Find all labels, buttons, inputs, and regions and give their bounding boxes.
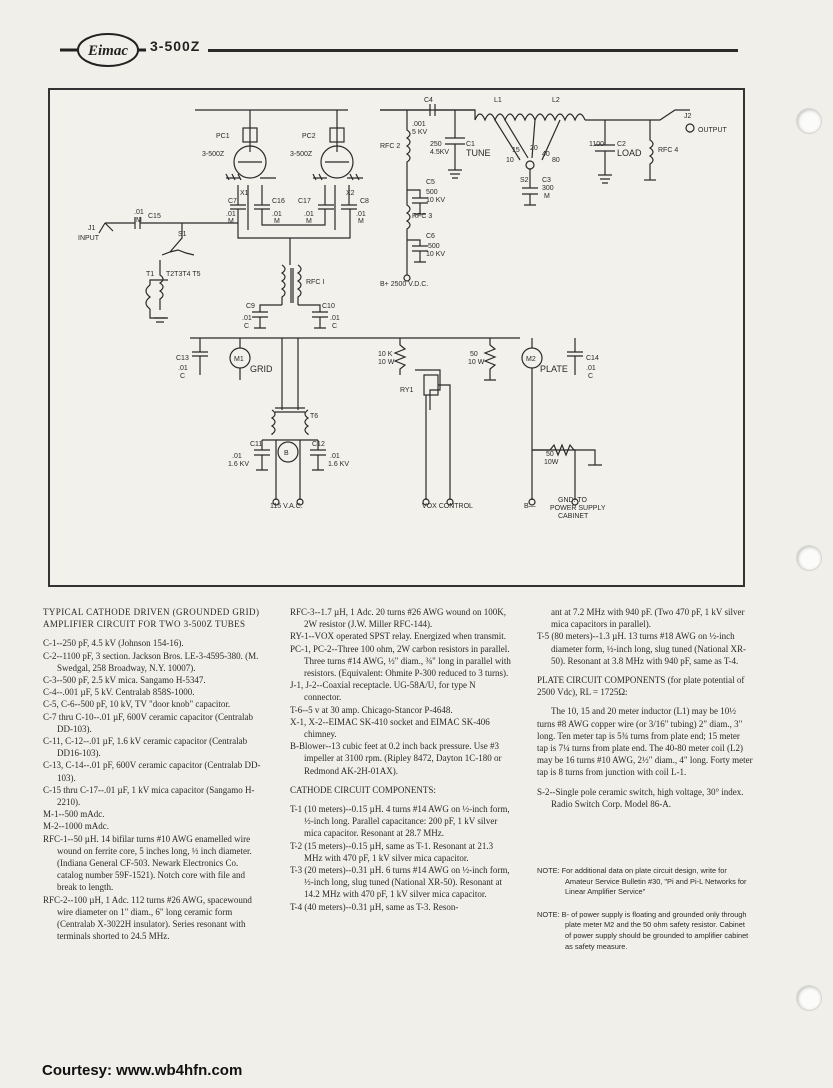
svg-text:C10: C10	[322, 303, 335, 310]
svg-text:Eimac: Eimac	[88, 43, 128, 59]
svg-text:C: C	[180, 373, 186, 380]
parts-list-column-3	[537, 606, 753, 952]
svg-text:X2: X2	[346, 190, 355, 197]
svg-text:1100: 1100	[589, 141, 605, 148]
cathode-components-heading: CATHODE CIRCUIT COMPONENTS:	[290, 784, 436, 795]
svg-text:115 V.A.C.: 115 V.A.C.	[270, 503, 303, 510]
schematic-diagram	[48, 88, 745, 587]
svg-text:B: B	[284, 450, 289, 457]
part-item: C-3--500 pF, 2.5 kV mica. Sangamo H-5347.	[43, 675, 206, 686]
svg-text:C15: C15	[148, 213, 161, 220]
part-item: C-15 thru C-17--.01 µF, 1 kV mica capacitor (Sangamo H-2210).	[43, 784, 255, 808]
svg-text:X1: X1	[240, 190, 249, 197]
svg-text:10 KV: 10 KV	[426, 197, 446, 204]
svg-text:.01: .01	[226, 211, 236, 218]
svg-text:M: M	[228, 218, 234, 225]
part-item: B-Blower--13 cubic feet at 0.2 inch back pressure. Use #3 impeller at 3100 rpm. (Ripley 8472, Dayton 1C-180 or Redmond AK-2H-01AX).	[290, 741, 502, 776]
parts-list-column-2	[290, 606, 512, 913]
svg-text:T6: T6	[310, 413, 319, 420]
svg-text:C5: C5	[426, 179, 435, 186]
svg-text:3-500Z: 3-500Z	[202, 151, 225, 158]
part-item: RFC-3--1.7 µH, 1 Adc. 20 turns #26 AWG wound on 100K, 2W resistor (J.W. Miller RFC-144).	[290, 607, 506, 630]
part-item: T-1 (10 meters)--0.15 µH. 4 turns #14 AWG on ½-inch form, ½-inch long. Parallel capacitance: 200 pF, 1 kV silver mica capacitor. Resonant at 28.7 MHz.	[290, 804, 510, 839]
plate-components-heading: PLATE CIRCUIT COMPONENTS (for plate potential of 2500 Vdc), RL = 1725Ω:	[537, 675, 745, 698]
svg-text:POWER SUPPLY: POWER SUPPLY	[550, 505, 606, 512]
svg-text:.01: .01	[242, 315, 252, 322]
svg-text:.01: .01	[134, 209, 144, 216]
svg-text:500: 500	[426, 189, 438, 196]
courtesy-footer: Courtesy: www.wb4hfn.com	[42, 1062, 243, 1079]
svg-text:C17: C17	[298, 198, 311, 205]
svg-text:15: 15	[512, 147, 520, 154]
svg-text:.01: .01	[330, 453, 340, 460]
svg-text:T2T3T4 T5: T2T3T4 T5	[166, 271, 201, 278]
part-item: PC-1, PC-2--Three 100 ohm, 2W carbon resistors in parallel. Three turns #14 AWG, ½" diam., ⅜" long in parallel with resistors. (Equivalent: Ohmite P-300 reduced to 3 turns).	[290, 643, 511, 679]
svg-text:C16: C16	[272, 198, 285, 205]
part-item: RY-1--VOX operated SPST relay. Energized when transmit.	[290, 631, 507, 642]
svg-text:C11: C11	[250, 441, 263, 448]
svg-text:10 W: 10 W	[378, 359, 395, 366]
note-power-supply: NOTE: B- of power supply is floating and grounded only through plate meter M2 and the 50 ohm safety resistor. Cabinet of power supply should be grounded to amplifier cabinet as safety measure.	[537, 909, 749, 951]
svg-text:PLATE: PLATE	[540, 364, 568, 374]
svg-text:10 K: 10 K	[378, 351, 393, 358]
part-item: RFC-2--100 µH, 1 Adc. 112 turns #26 AWG, spacewound wire diameter on 1" diam., 6" long ceramic form (Centralab X-3022H insulator). Series resonant with terminals shorted to 24.5 MHz.	[43, 894, 252, 942]
binder-hole-middle	[796, 545, 822, 571]
svg-text:RFC 2: RFC 2	[380, 143, 401, 150]
part-item: C-5, C-6--500 pF, 10 kV, TV "door knob" capacitor.	[43, 699, 231, 710]
svg-text:250: 250	[430, 141, 442, 148]
svg-text:J1: J1	[88, 225, 96, 232]
svg-text:.01: .01	[356, 211, 366, 218]
part-item: C-1--250 pF, 4.5 kV (Johnson 154-16).	[43, 638, 184, 649]
svg-text:50: 50	[470, 351, 478, 358]
part-item: T-4 (40 meters)--0.31 µH, same as T-3. Reson-	[290, 901, 459, 912]
svg-text:GRID: GRID	[250, 364, 273, 374]
svg-text:C13: C13	[176, 355, 189, 362]
svg-text:CABINET: CABINET	[558, 513, 589, 520]
part-item: T-6--5 v at 30 amp. Chicago-Stancor P-4648.	[290, 704, 453, 715]
svg-text:VOX CONTROL: VOX CONTROL	[422, 503, 473, 510]
svg-text:50: 50	[546, 451, 554, 458]
svg-text:C: C	[332, 323, 338, 330]
svg-text:.01: .01	[586, 365, 596, 372]
circuit-title: TYPICAL CATHODE DRIVEN (GROUNDED GRID) AMPLIFIER CIRCUIT FOR TWO 3-500Z TUBES	[43, 607, 260, 630]
svg-text:L2: L2	[552, 97, 560, 104]
part-item: T-5 (80 meters)--1.3 µH. 13 turns #18 AWG on ½-inch diameter form, ½-inch long, slug tuned (National XR-50). Resonant at 3.8 MHz with 940 pF, same as T-4.	[537, 631, 746, 666]
svg-text:RFC 3: RFC 3	[412, 213, 433, 220]
part-item: T-3 (20 meters)--0.31 µH. 6 turns #14 AWG on ½-inch form, ½-inch long, slug tuned (National XR-50). Resonant at 14.2 MHz with 470 pF, 1 kV silver mica capacitor.	[290, 865, 510, 900]
svg-text:C6: C6	[426, 233, 435, 240]
svg-text:.01: .01	[272, 211, 282, 218]
binder-hole-bottom	[796, 985, 822, 1011]
part-item: J-1, J-2--Coaxial receptacle. UG-58A/U, for type N connector.	[290, 680, 476, 703]
svg-text:S2: S2	[520, 177, 529, 184]
svg-text:80: 80	[552, 157, 560, 164]
svg-text:.01: .01	[178, 365, 188, 372]
svg-text:C: C	[244, 323, 250, 330]
part-item: C-13, C-14--.01 pF, 600V ceramic capacitor (Centralab DD-103).	[43, 760, 261, 783]
svg-text:20: 20	[530, 145, 538, 152]
svg-text:C3: C3	[542, 177, 551, 184]
svg-text:C7: C7	[228, 198, 237, 205]
svg-text:C2: C2	[617, 141, 626, 148]
part-item: C-7 thru C-10--.01 µF, 600V ceramic capacitor (Centralab DD-103).	[43, 711, 253, 734]
svg-text:M2: M2	[526, 356, 536, 363]
svg-text:L1: L1	[494, 97, 502, 104]
svg-text:C14: C14	[586, 355, 599, 362]
part-item: C-11, C-12--.01 µF, 1.6 kV ceramic capacitor (Centralab DD16-103).	[43, 736, 248, 759]
svg-text:10: 10	[506, 157, 514, 164]
svg-text:M: M	[544, 193, 550, 200]
part-item: X-1, X-2--EIMAC SK-410 socket and EIMAC SK-406 chimney.	[290, 716, 490, 740]
part-item: S-2--Single pole ceramic switch, high voltage, 30° index. Radio Switch Corp. Model 86-A.	[537, 786, 744, 809]
svg-text:T1: T1	[146, 271, 155, 278]
svg-text:J2: J2	[684, 113, 692, 120]
svg-text:M: M	[358, 218, 364, 225]
svg-text:M: M	[306, 218, 312, 225]
eimac-logo	[60, 30, 146, 70]
svg-text:C1: C1	[466, 141, 475, 148]
svg-text:3-500Z: 3-500Z	[290, 151, 313, 158]
svg-text:500: 500	[428, 243, 440, 250]
svg-text:C12: C12	[312, 441, 325, 448]
svg-text:5 KV: 5 KV	[412, 129, 428, 136]
part-item: M-2--1000 mAdc.	[43, 821, 109, 832]
svg-text:1.6 KV: 1.6 KV	[328, 461, 350, 468]
svg-text:GND. TO: GND. TO	[558, 497, 587, 504]
part-item: M-1--500 mAdc.	[43, 809, 105, 820]
part-item: RFC-1--50 µH. 14 bifilar turns #10 AWG enamelled wire wound on ferrite core, 5 inches long, ½ inch diameter. (Indiana General CF-503. Newark Electronics Co. catalog number 59F-1521). Notch core with file and break to length.	[43, 833, 252, 893]
part-item: ant at 7.2 MHz with 940 pF. (Two 470 pF, 1 kV silver mica capacitors in parallel).	[551, 607, 745, 630]
parts-list-column-1	[43, 606, 263, 942]
svg-text:.001: .001	[412, 121, 426, 128]
svg-text:40: 40	[542, 151, 550, 158]
note-plate-design: NOTE: For additional data on plate circuit design, write for Amateur Service Bulletin #30, "Pi and Pi-L Networks for Linear Amplifier Service"	[537, 866, 747, 897]
svg-text:LOAD: LOAD	[617, 148, 642, 158]
part-item: C-4--.001 µF, 5 kV. Centralab 858S-1000.	[43, 687, 195, 698]
svg-text:C8: C8	[360, 198, 369, 205]
svg-text:RFC I: RFC I	[306, 279, 325, 286]
plate-inductor-paragraph: The 10, 15 and 20 meter inductor (L1) may be 10½ turns #8 AWG copper wire (or 3/16" tubing) 2" diam., 3" long. Ten meter tap is 5¾ turns from plate end; 15 meter tap is 7¼ turns from plate end. The 40-80 meter coil (L2) may be 16 turns #10 AWG, 2½" diam., 4" long. Forty meter tap is 8 turns from junction with coil L-1.	[537, 706, 753, 778]
svg-text:M: M	[136, 217, 142, 224]
svg-text:C: C	[588, 373, 594, 380]
svg-text:M: M	[274, 218, 280, 225]
part-item: C-2--1100 pF, 3 section. Jackson Bros. LE-3-4595-380. (M. Swedgal, 258 Broadway, N.Y. 10007).	[43, 650, 259, 673]
svg-text:RY1: RY1	[400, 387, 414, 394]
svg-text:TUNE: TUNE	[466, 148, 491, 158]
svg-text:B+ 2500 V.D.C.: B+ 2500 V.D.C.	[380, 281, 429, 288]
part-item: T-2 (15 meters)--0.15 µH, same as T-1. Resonant at 21.3 MHz with 470 pF, 1 kV silver mica capacitor.	[290, 840, 494, 863]
svg-text:M1: M1	[234, 356, 244, 363]
svg-text:300: 300	[542, 185, 554, 192]
svg-text:10 W: 10 W	[468, 359, 485, 366]
binder-hole-top	[796, 108, 822, 134]
svg-text:C9: C9	[246, 303, 255, 310]
svg-text:1.6 KV: 1.6 KV	[228, 461, 250, 468]
svg-text:C4: C4	[424, 97, 433, 104]
svg-text:10 KV: 10 KV	[426, 251, 446, 258]
header-rule	[208, 49, 738, 52]
model-number: 3-500Z	[150, 38, 201, 54]
svg-text:S1: S1	[178, 231, 187, 238]
svg-text:B—: B—	[524, 503, 536, 510]
svg-text:PC2: PC2	[302, 133, 316, 140]
svg-text:10W: 10W	[544, 459, 559, 466]
svg-text:INPUT: INPUT	[78, 235, 99, 242]
svg-text:4.5KV: 4.5KV	[430, 149, 450, 156]
svg-text:.01: .01	[304, 211, 314, 218]
svg-text:PC1: PC1	[216, 133, 230, 140]
svg-text:OUTPUT: OUTPUT	[698, 127, 727, 134]
svg-text:.01: .01	[330, 315, 340, 322]
svg-text:.01: .01	[232, 453, 242, 460]
svg-text:RFC 4: RFC 4	[658, 147, 679, 154]
